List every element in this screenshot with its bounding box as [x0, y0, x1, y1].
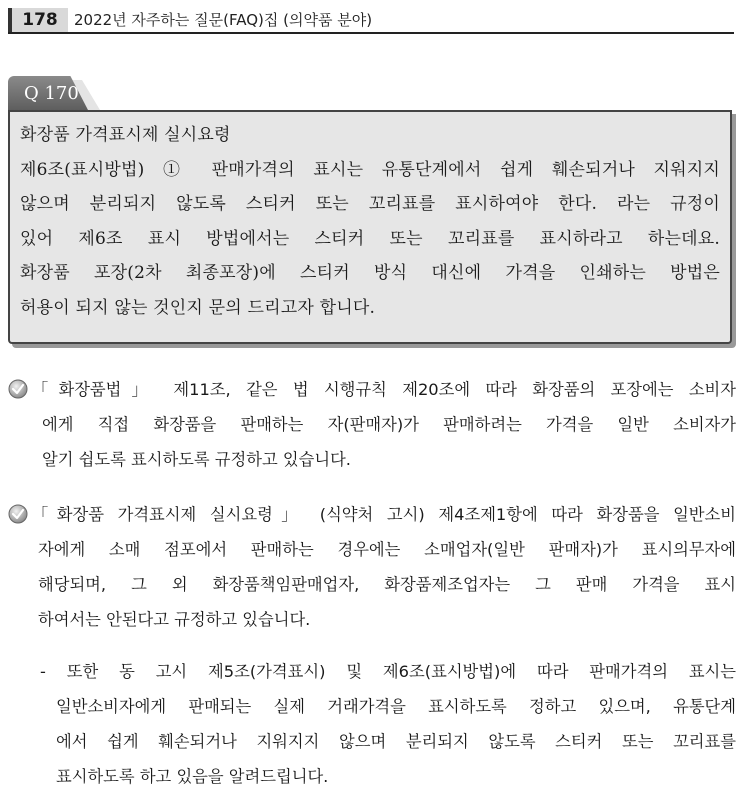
sub-answer-line: 일반소비자에게 판매되는 실제 거래가격을 표시하도록 정하고 있으며, 유통단계 [56, 697, 736, 716]
question-box [8, 110, 732, 344]
answer-line: 해당되며, 그 외 화장품책임판매업자, 화장품제조업자는 그 판매 가격을 표시 [38, 575, 736, 594]
answer-line: 자에게 소매 점포에서 판매하는 경우에는 소매업자(일반 판매자)가 표시의무자에 [38, 540, 736, 559]
answer-line: 알기 쉽도록 표시하도록 규정하고 있습니다. [42, 450, 351, 469]
circle-arrow-bullet-icon [8, 379, 28, 399]
sub-answer [40, 654, 736, 794]
question-line: 있어 제6조 표시 방법에서는 스티커 또는 꼬리표를 표시하라고 하는데요. [20, 228, 720, 249]
question-line: 화장품 포장(2차 최종포장)에 스티커 방식 대신에 가격을 인쇄하는 방법은 [20, 263, 720, 284]
sub-answer-line: - 또한 동 고시 제5조(가격표시) 및 제6조(표시방법)에 따라 판매가격의 표시는 [40, 662, 736, 681]
circle-arrow-bullet-icon [8, 504, 28, 524]
question-line: 제6조(표시방법) ① 판매가격의 표시는 유통단계에서 쉽게 훼손되거나 지워지지 [20, 159, 720, 180]
question-line: 허용이 되지 않는 것인지 문의 드리고자 합니다. [20, 297, 376, 318]
question-line: 않으며 분리되지 않도록 스티커 또는 꼬리표를 표시하여야 한다. 라는 규정이 [20, 194, 720, 215]
sub-answer-line: 에서 쉽게 훼손되거나 지워지지 않으며 분리되지 않도록 스티커 또는 꼬리표를 [56, 732, 736, 751]
answer-paragraph-2 [8, 497, 736, 637]
answer-line: 「화장품 가격표시제 실시요령」 (식약처 고시) 제4조제1항에 따라 화장품을 일반소비 [32, 505, 736, 524]
sub-answer-line: 표시하도록 하고 있음을 알려드립니다. [56, 767, 329, 786]
page-header [8, 6, 734, 34]
question-line: 화장품 가격표시제 실시요령 [20, 125, 231, 145]
answer-line: 「화장품법」 제11조, 같은 법 시행규칙 제20조에 따라 화장품의 포장에는 소비자 [32, 380, 736, 399]
header-title: 2022년 자주하는 질문(FAQ)집 (의약품 분야) [74, 11, 373, 29]
question-label: Q 170 [24, 83, 79, 104]
answer-line: 에게 직접 화장품을 판매하는 자(판매자)가 판매하려는 가격을 일반 소비자가 [42, 415, 736, 434]
answer-line: 하여서는 안된다고 규정하고 있습니다. [38, 610, 311, 629]
answer-paragraph-1 [8, 372, 736, 477]
page-number: 178 [8, 8, 68, 32]
